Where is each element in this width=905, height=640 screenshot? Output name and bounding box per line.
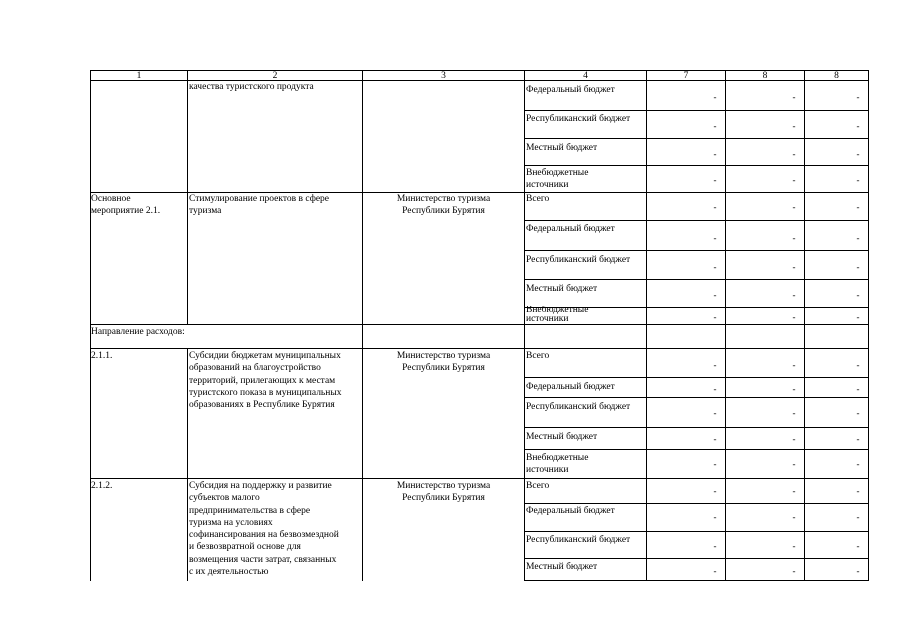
- sub-row-divider: [524, 250, 869, 251]
- funding-source: Всего: [526, 351, 550, 361]
- value-cell: -: [713, 384, 717, 394]
- measure-code: 2.1.2.: [91, 481, 113, 491]
- value-cell: -: [856, 459, 860, 469]
- value-cell: -: [856, 233, 860, 243]
- funding-source: Местный бюджет: [526, 562, 598, 572]
- value-cell: -: [856, 408, 860, 418]
- value-cell: -: [713, 408, 717, 418]
- value-cell: -: [713, 92, 717, 102]
- value-cell: -: [792, 290, 796, 300]
- value-cell: -: [792, 384, 796, 394]
- value-cell: -: [792, 149, 796, 159]
- sub-row-divider: [524, 427, 869, 428]
- header-cell: 7: [683, 71, 689, 81]
- measure-name: Стимулирование проектов в сфере туризма: [189, 194, 330, 217]
- funding-source: Местный бюджет: [526, 143, 598, 153]
- value-cell: -: [713, 566, 717, 576]
- measure-name: Субсидия на поддержку и развитие субъектов малого предпринимательства в сфере туризма на условиях софинансирования на безвозмездной и безвозвратной основе для возмещения части затрат, связанных с их деятельностью: [189, 481, 339, 578]
- value-cell: -: [713, 360, 717, 370]
- value-cell: -: [792, 262, 796, 272]
- value-cell: -: [856, 566, 860, 576]
- value-cell: -: [856, 202, 860, 212]
- column-divider: [524, 70, 525, 581]
- funding-source: Внебюджетные источники: [526, 453, 589, 476]
- value-cell: -: [856, 486, 860, 496]
- funding-source: Всего: [526, 481, 550, 491]
- value-cell: -: [792, 434, 796, 444]
- value-cell: -: [713, 312, 717, 322]
- value-cell: -: [856, 175, 860, 185]
- value-cell: -: [856, 541, 860, 551]
- measure-code: Основное мероприятие 2.1.: [91, 194, 161, 217]
- sub-row-divider: [524, 558, 869, 559]
- value-cell: -: [792, 202, 796, 212]
- value-cell: -: [792, 121, 796, 131]
- value-cell: -: [792, 92, 796, 102]
- value-cell: -: [856, 92, 860, 102]
- value-cell: -: [792, 408, 796, 418]
- funding-source: Федеральный бюджет: [526, 382, 615, 392]
- value-cell: -: [713, 486, 717, 496]
- column-divider: [646, 70, 647, 581]
- value-cell: -: [792, 541, 796, 551]
- value-cell: -: [713, 233, 717, 243]
- value-cell: -: [856, 360, 860, 370]
- value-cell: -: [792, 312, 796, 322]
- value-cell: -: [713, 512, 717, 522]
- responsible-executor: Министерство туризма Республики Бурятия: [396, 351, 491, 374]
- sub-row-divider: [524, 397, 869, 398]
- sub-row-divider: [524, 531, 869, 532]
- value-cell: -: [792, 233, 796, 243]
- funding-source: Внебюджетные источники: [526, 306, 589, 324]
- value-cell: -: [792, 459, 796, 469]
- funding-source: Федеральный бюджет: [526, 85, 615, 95]
- sub-row-divider: [524, 580, 869, 581]
- funding-source: Республиканский бюджет: [526, 114, 631, 124]
- value-cell: -: [713, 149, 717, 159]
- column-divider: [725, 70, 726, 581]
- value-cell: -: [792, 512, 796, 522]
- funding-source: Республиканский бюджет: [526, 255, 631, 265]
- value-cell: -: [792, 566, 796, 576]
- measure-code: 2.1.1.: [91, 351, 113, 361]
- row-divider: [90, 478, 869, 479]
- value-cell: -: [792, 360, 796, 370]
- value-cell: -: [713, 434, 717, 444]
- section-heading: Направление расходов:: [91, 327, 185, 337]
- value-cell: -: [713, 121, 717, 131]
- header-cell: 1: [136, 71, 142, 81]
- responsible-executor: Министерство туризма Республики Бурятия: [396, 194, 491, 217]
- funding-source: Федеральный бюджет: [526, 506, 615, 516]
- sub-row-divider: [524, 138, 869, 139]
- sub-row-divider: [524, 377, 869, 378]
- header-cell: 8: [762, 71, 768, 81]
- value-cell: -: [713, 175, 717, 185]
- sub-row-divider: [524, 449, 869, 450]
- header-cell: 4: [583, 71, 588, 81]
- responsible-executor: Министерство туризма Республики Бурятия: [396, 481, 491, 504]
- header-cell: 2: [272, 71, 278, 81]
- table-right-border: [868, 70, 869, 581]
- value-cell: -: [856, 262, 860, 272]
- sub-row-divider: [524, 279, 869, 280]
- row-divider: [90, 324, 869, 325]
- value-cell: -: [713, 262, 717, 272]
- funding-source: Местный бюджет: [526, 432, 598, 442]
- funding-source: Республиканский бюджет: [526, 402, 631, 412]
- value-cell: -: [713, 202, 717, 212]
- sub-row-divider: [524, 110, 869, 111]
- funding-source: Республиканский бюджет: [526, 535, 631, 545]
- funding-source: Федеральный бюджет: [526, 224, 615, 234]
- value-cell: -: [856, 434, 860, 444]
- row-divider: [90, 348, 869, 349]
- header-cell: 8: [834, 71, 839, 81]
- header-cell: 3: [441, 71, 446, 81]
- value-cell: -: [856, 312, 860, 322]
- value-cell: -: [856, 290, 860, 300]
- measure-name: Субсидии бюджетам муниципальных образований на благоустройство территорий, прилегающих к местам туристского показа в муниципальных образованиях в Республике Бурятия: [189, 351, 342, 411]
- value-cell: -: [713, 541, 717, 551]
- measure-name: качества туристского продукта: [189, 82, 314, 92]
- value-cell: -: [856, 384, 860, 394]
- value-cell: -: [713, 459, 717, 469]
- column-divider: [804, 70, 805, 581]
- sub-row-divider: [524, 165, 869, 166]
- value-cell: -: [856, 149, 860, 159]
- value-cell: -: [792, 175, 796, 185]
- column-divider: [187, 348, 188, 581]
- funding-source: Местный бюджет: [526, 284, 598, 294]
- value-cell: -: [713, 290, 717, 300]
- sub-row-divider: [524, 220, 869, 221]
- funding-source: Всего: [526, 194, 550, 204]
- funding-source: Внебюджетные источники: [526, 168, 589, 191]
- sub-row-divider: [524, 503, 869, 504]
- value-cell: -: [792, 486, 796, 496]
- value-cell: -: [856, 512, 860, 522]
- value-cell: -: [856, 121, 860, 131]
- column-divider: [187, 70, 188, 324]
